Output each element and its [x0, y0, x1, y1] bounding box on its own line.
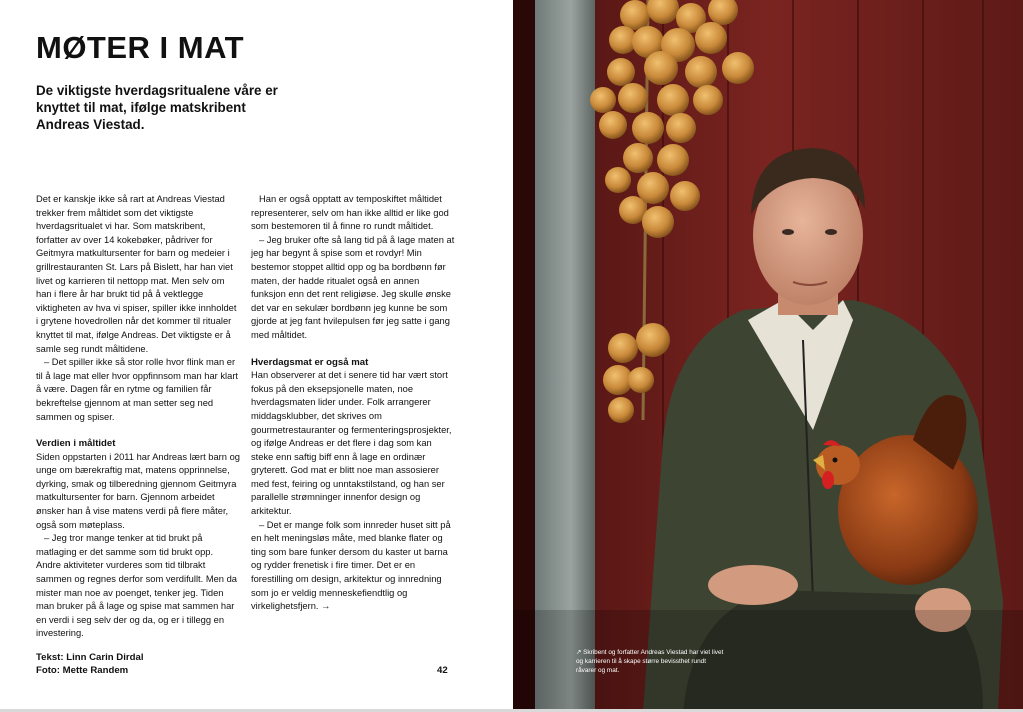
subheading: Hverdagsmat er også mat [251, 356, 369, 368]
page-number: 42 [437, 665, 448, 676]
article-title: MØTER I MAT [36, 30, 245, 65]
dark-edge [513, 0, 535, 712]
photo-credit: Foto: Mette Randem [36, 665, 129, 677]
credits [36, 651, 144, 678]
paragraph: Han er også opptatt av temposkiftet måltidet representerer, selv om han ikke alltid er like god som bestemoren til å finne ro rundt måltidet. [251, 194, 449, 232]
hand-left [708, 565, 798, 605]
photo-caption: ↗ Skribent og forfatter Andreas Viestad har viet livet og karrieren til å skape større bevissthet rundt råvarer og mat. [576, 649, 724, 674]
paragraph: – Det spiller ikke så stor rolle hvor flink man er til å lage mat eller hvor oppfinnsom man har klart å være. Dagen får en rytme og familien får bekreftelse gjennom at man setter seg ned sammen og spiser. [36, 357, 239, 422]
text-credit: Tekst: Linn Carin Dirdal [36, 652, 144, 663]
paragraph: Han observerer at det i senere tid har vært stort fokus på den eksepsjonelle maten, noe hverdagsmaten lider under. Folk arrangerer middagsklubber, det skrives om gourmetrestauranter og fermenteringsprosjekter, og ifølge Andreas er det flere i dag som kan steke enn saftig biff enn å lage en ordinær gryterett. God mat er blitt noe man assosierer med fest, feiring og unntakstilstand, og han ser parallelle strømninger innenfor design og arkitektur. [251, 370, 452, 517]
paragraph: – Det er mange folk som innreder huset sitt på en helt meningsløs måte, med blanke flater og ting som bare funker dersom du kaster ut barna og rydder frenetisk i fire timer. Det er en forestilling om design, arkitektur og innredning som jo er veldig menneskefiendtlig og virkelighetsfjern. → [251, 519, 451, 612]
paragraph: – Jeg tror mange tenker at tid brukt på matlaging er det samme som tid brukt opp. Andre aktiviteter vurderes som tid tilbrakt sammen og regnes derfor som verdifullt. Men da mister man noe av poenget, tenker jeg. Tiden man bruker på å lage og spise mat sammen har en verdi i seg selv der og da, og er i tillegg en investering. [36, 533, 237, 639]
door-post [535, 0, 595, 712]
paragraph: – Jeg bruker ofte så lang tid på å lage maten at jeg har begynt å spise som et rovdyr! Min bestemor stoppet alltid opp og ba bordbønn før maten, der hadde ritualet også en annen funksjon enn det rent religiøse. Jeg skulle ønske det var en sekulær bordbønn jeg kunne be som gjorde at jeg fant hvilepulsen før jeg satte i gang med måltidet. [251, 234, 455, 340]
paragraph: Siden oppstarten i 2011 har Andreas lært barn og unge om bærekraftig mat, matens opprinnelse, dyrking, smak og tilberedning gjennom Geitmyra matkultursenter for barn. Gjennom arbeidet ønsker han å vise matens verdi på flere måter, også som møteplass. [36, 451, 240, 530]
paragraph: Det er kanskje ikke så rart at Andreas Viestad trekker frem måltidet som det viktigste hverdagsritualet vi har. Som matskribent, forfatter av over 14 kokebøker, pådriver for Geitmyra matkultursenter for barn og medeier i grillrestauranten St. Lars på Bislett, har han viet livet og karrieren til nettopp mat. Men selv om han i flere år har brukt tid på å vektlegge viktigheten av hva vi spiser, spiller ikke innholdet i grytene hovedrollen når det kommer til ritualer knyttet til mat, ifølge Andreas. Det viktigste er å samle seg rundt måltidene. [36, 194, 237, 354]
subheading: Verdien i måltidet [36, 438, 116, 450]
photo-illustration [513, 0, 1023, 712]
text-column-1 [36, 193, 240, 641]
portrait-photo [513, 0, 1023, 712]
text-column-2 [251, 193, 455, 614]
article-lede: De viktigste hverdagsritualene våre er knyttet til mat, ifølge matskribent Andreas Viestad. [36, 83, 278, 132]
